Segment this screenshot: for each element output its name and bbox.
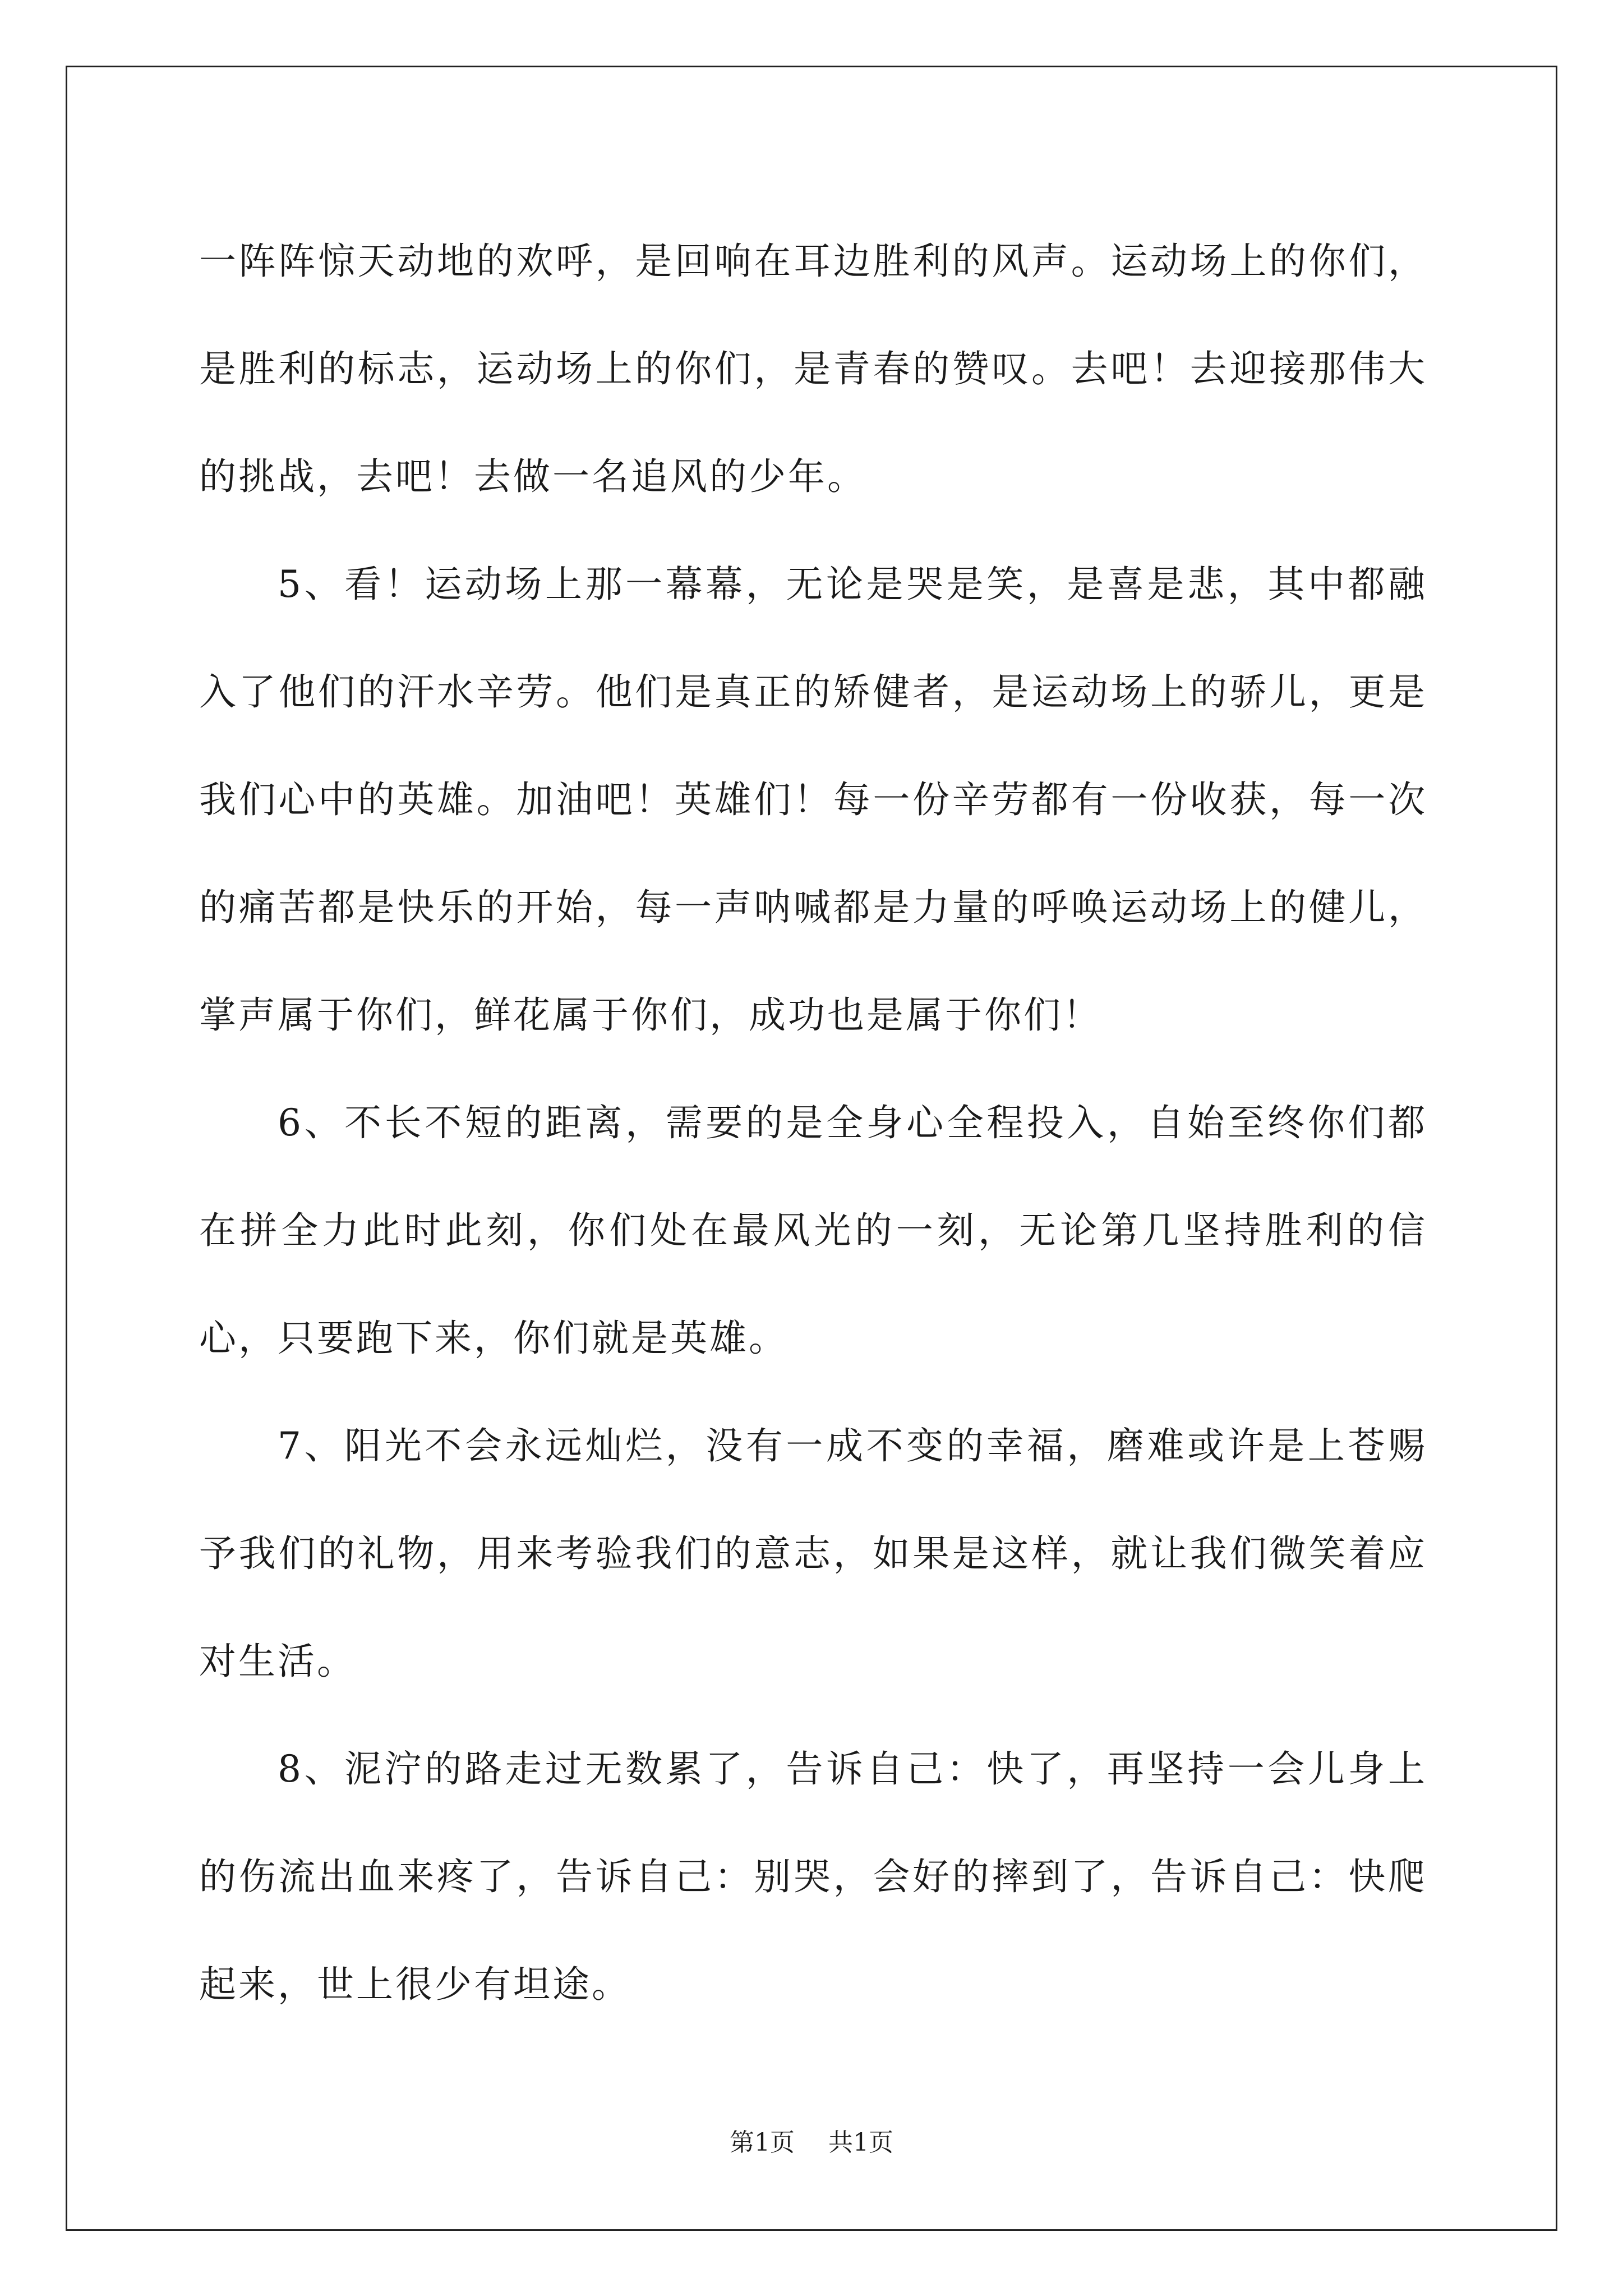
paragraph-5: 5、看！运动场上那一幕幕，无论是哭是笑，是喜是悲，其中都融入了他们的汗水辛劳。他们是真正的矫健者，是运动场上的骄儿，更是我们心中的英雄。加油吧！英雄们！每一份辛劳都有一份收获，每一次的痛苦都是快乐的开始，每一声呐喊都是力量的呼唤运动场上的健儿，掌声属于你们，鲜花属于你们，成功也是属于你们！ — [199, 563, 1427, 1037]
paragraph-8: 8、泥泞的路走过无数累了，告诉自己：快了，再坚持一会儿身上的伤流出血来疼了，告诉自己：别哭，会好的摔到了，告诉自己：快爬起来，世上很少有坦途。 — [199, 1747, 1427, 2006]
paragraph-1: 一阵阵惊天动地的欢呼，是回响在耳边胜利的风声。运动场上的你们，是胜利的标志，运动场上的你们，是青春的赞叹。去吧！去迎接那伟大的挑战，去吧！去做一名追风的少年。 — [199, 240, 1427, 498]
document-body — [199, 208, 1427, 2039]
paragraph-6: 6、不长不短的距离，需要的是全身心全程投入，自始至终你们都在拼全力此时此刻，你们处在最风光的一刻，无论第几坚持胜利的信心，只要跑下来，你们就是英雄。 — [199, 1101, 1427, 1360]
page-total: 共1页 — [828, 2128, 893, 2157]
page-footer — [0, 2126, 1623, 2160]
page-number: 第1页 — [730, 2128, 795, 2157]
paragraph-7: 7、阳光不会永远灿烂，没有一成不变的幸福，磨难或许是上苍赐予我们的礼物，用来考验我们的意志，如果是这样，就让我们微笑着应对生活。 — [199, 1424, 1427, 1683]
